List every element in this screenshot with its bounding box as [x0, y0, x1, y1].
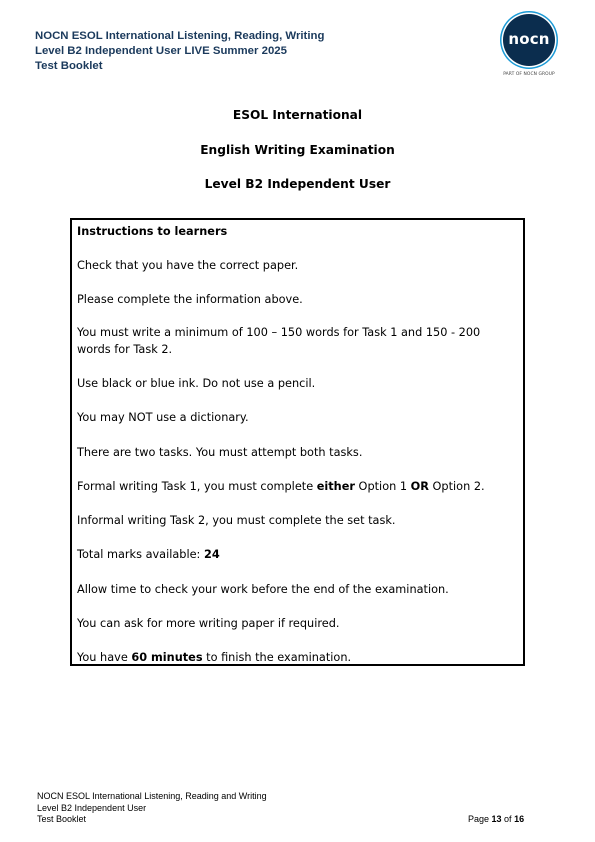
instruction-item: You can ask for more writing paper if required.: [77, 617, 340, 630]
title-level: Level B2 Independent User: [204, 177, 391, 191]
instruction-text: to finish the examination.: [202, 651, 352, 664]
instruction-text: Option 2.: [428, 480, 485, 493]
nocn-logo: [499, 12, 559, 82]
instruction-item: Use black or blue ink. Do not use a pencil.: [77, 377, 316, 390]
instructions-heading: Instructions to learners: [77, 225, 228, 238]
footer-line-2: Level B2 Independent User: [37, 802, 147, 813]
instruction-item: You may NOT use a dictionary.: [77, 411, 249, 424]
nocn-logo-tagline: PART OF NOCN GROUP: [503, 72, 555, 77]
instruction-item: [77, 324, 507, 358]
instruction-item: [77, 478, 507, 495]
document-footer: [37, 791, 267, 826]
instruction-item: [77, 649, 507, 666]
footer-line-1: NOCN ESOL International Listening, Reading and Writing: [37, 791, 267, 801]
header-line-1: NOCN ESOL International Listening, Reading, Writing: [35, 30, 325, 42]
instruction-emphasis: either: [316, 480, 355, 493]
exam-duration: 60 minutes: [131, 651, 203, 664]
instruction-text: You must write a minimum of 100 – 150 words for Task 1 and 150 - 200: [77, 326, 481, 339]
header-line-3: Test Booklet: [35, 60, 103, 72]
instruction-item: Informal writing Task 2, you must complete the set task.: [77, 514, 396, 527]
instruction-item: Allow time to check your work before the end of the examination.: [77, 583, 449, 596]
header-line-2: Level B2 Independent User LIVE Summer 2025: [35, 45, 287, 57]
document-header: [35, 29, 324, 74]
footer-line-3: Test Booklet: [37, 814, 87, 824]
instruction-item: Check that you have the correct paper.: [77, 259, 299, 272]
instruction-item: There are two tasks. You must attempt both tasks.: [77, 446, 363, 459]
instruction-item: Please complete the information above.: [77, 293, 303, 306]
instruction-text: Option 1: [354, 480, 411, 493]
page-prefix: Page: [468, 814, 492, 824]
instruction-text: You have: [77, 651, 132, 664]
instruction-text: Formal writing Task 1, you must complete: [77, 480, 317, 493]
instruction-text: words for Task 2.: [77, 343, 173, 356]
instruction-text: Total marks available:: [77, 548, 204, 561]
title-exam: English Writing Examination: [200, 143, 395, 157]
instruction-item: [77, 546, 507, 563]
instruction-emphasis: OR: [410, 480, 429, 493]
total-marks-value: 24: [203, 548, 220, 561]
instructions-box: [70, 218, 525, 666]
page-of: of: [501, 814, 515, 824]
page-total: 16: [514, 814, 525, 824]
page-current: 13: [491, 814, 502, 824]
page-number: [468, 814, 524, 824]
nocn-logo-circle: [503, 14, 555, 66]
title-esol: ESOL International: [232, 108, 363, 122]
nocn-logo-wordmark: nocn: [508, 30, 550, 48]
